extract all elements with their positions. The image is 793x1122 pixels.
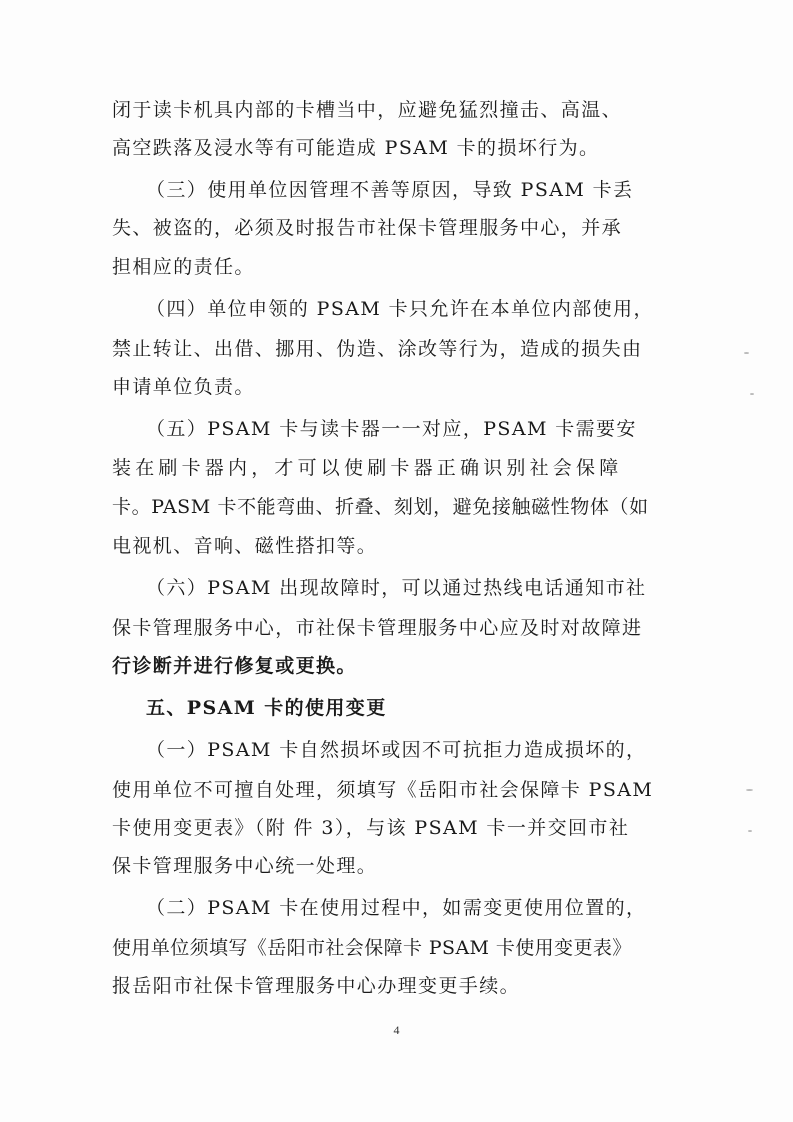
- text-line-9: （五）PSAM 卡与读卡器一一对应，PSAM 卡需要安: [146, 418, 637, 440]
- scan-speck: [750, 393, 754, 395]
- text-line-23: 报岳阳市社保卡管理服务中心办理变更手续。: [112, 975, 521, 997]
- text-line-14: 保卡管理服务中心，市社保卡管理服务中心应及时对故障进: [112, 617, 643, 639]
- text-line-4: 失、被盗的，必须及时报告市社保卡管理服务中心，并承: [112, 217, 623, 239]
- section-heading: 五、PSAM 卡的使用变更: [146, 697, 387, 719]
- text-line-7: 禁止转让、出借、挪用、伪造、涂改等行为，造成的损失由: [112, 338, 643, 360]
- text-line-21: （二）PSAM 卡在使用过程中，如需变更使用位置的，: [146, 897, 647, 919]
- text-line-1: 闭于读卡机具内部的卡槽当中，应避免猛烈撞击、高温、: [112, 99, 623, 121]
- text-line-13: （六）PSAM 出现故障时，可以通过热线电话通知市社: [146, 577, 647, 599]
- text-line-12: 电视机、音响、磁性搭扣等。: [112, 535, 378, 557]
- text-line-2: 高空跌落及浸水等有可能造成 PSAM 卡的损坏行为。: [112, 137, 600, 159]
- scan-speck: [746, 789, 753, 791]
- text-line-10: 装在刷卡器内，才可以使刷卡器正确识别社会保障: [112, 457, 623, 479]
- scan-speck: [748, 830, 752, 832]
- text-line-5: 担相应的责任。: [112, 256, 255, 278]
- page-number: 4: [393, 1023, 400, 1037]
- text-line-17: （一）PSAM 卡自然损坏或因不可抗拒力造成损坏的，: [146, 739, 647, 761]
- text-line-19: 卡使用变更表》（附 件 3），与该 PSAM 卡一并交回市社: [112, 817, 630, 839]
- text-line-6: （四）单位申领的 PSAM 卡只允许在本单位内部使用，: [146, 298, 654, 320]
- text-line-3: （三）使用单位因管理不善等原因，导致 PSAM 卡丢: [146, 179, 634, 201]
- text-line-20: 保卡管理服务中心统一处理。: [112, 855, 378, 877]
- text-line-22: 使用单位须填写《岳阳市社会保障卡 PSAM 卡使用变更表》: [112, 937, 632, 959]
- text-line-18: 使用单位不可擅自处理，须填写《岳阳市社会保障卡 PSAM: [112, 779, 654, 801]
- text-line-11: 卡。PASM 卡不能弯曲、折叠、刻划，避免接触磁性物体（如: [112, 496, 649, 518]
- text-line-15: 行诊断并进行修复或更换。: [112, 655, 357, 677]
- scan-speck: [744, 352, 749, 354]
- text-line-8: 申请单位负责。: [112, 376, 255, 398]
